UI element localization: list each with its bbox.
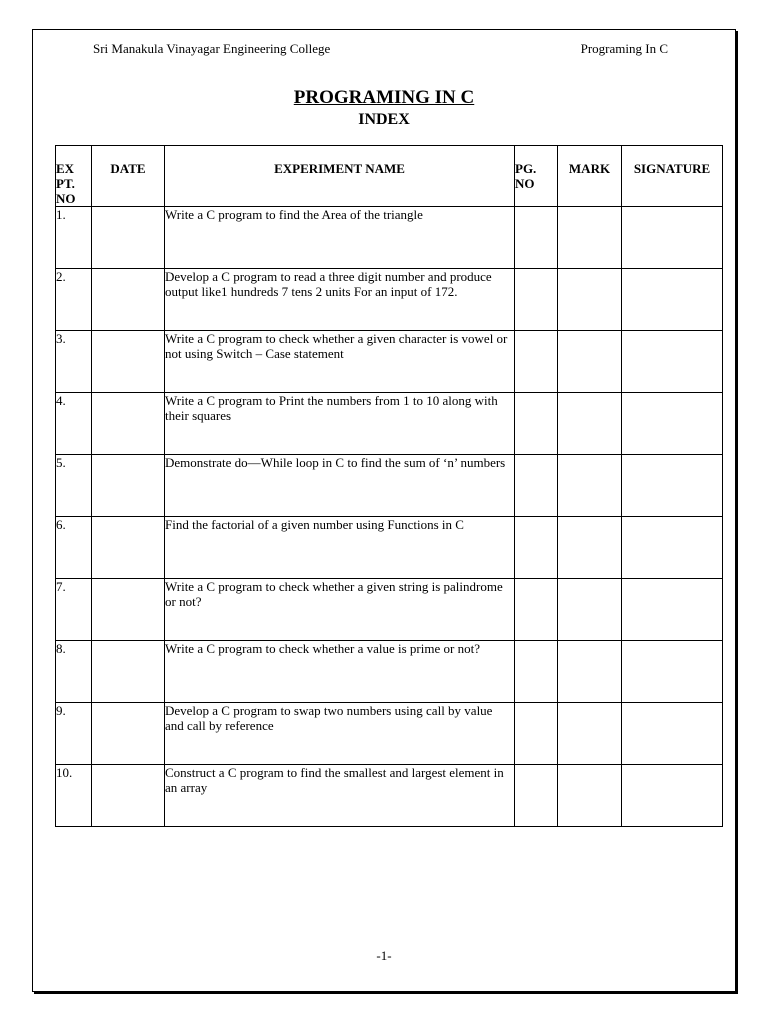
signature-cell [622, 455, 723, 517]
signature-cell [622, 393, 723, 455]
signature-cell [622, 579, 723, 641]
date-cell [92, 207, 165, 269]
page-number-cell [515, 641, 558, 703]
header-subject: Programing In C [580, 41, 668, 56]
column-header-date: DATE [92, 146, 165, 207]
signature-cell [622, 269, 723, 331]
column-header-experiment-name: EXPERIMENT NAME [165, 146, 515, 207]
mark-cell [558, 765, 622, 827]
page-number-cell [515, 517, 558, 579]
table-row [56, 331, 723, 393]
mark-cell [558, 331, 622, 393]
mark-cell [558, 641, 622, 703]
experiment-name-cell: Write a C program to check whether a given character is vowel or not using Switch – Case statement [165, 331, 515, 393]
page-number-cell [515, 207, 558, 269]
table-row [56, 269, 723, 331]
table-row [56, 517, 723, 579]
mark-cell [558, 579, 622, 641]
experiment-number-cell: 1. [56, 207, 92, 269]
page-number-cell [515, 393, 558, 455]
mark-cell [558, 393, 622, 455]
page-title: PROGRAMING IN C [293, 87, 475, 108]
experiment-name-cell: Write a C program to check whether a given string is palindrome or not? [165, 579, 515, 641]
date-cell [92, 517, 165, 579]
signature-cell [622, 331, 723, 393]
table-row [56, 393, 723, 455]
table-header-row [56, 146, 723, 207]
mark-cell [558, 269, 622, 331]
date-cell [92, 765, 165, 827]
date-cell [92, 393, 165, 455]
experiment-number-cell: 4. [56, 393, 92, 455]
page-number-cell [515, 269, 558, 331]
experiment-number-cell: 7. [56, 579, 92, 641]
signature-cell [622, 703, 723, 765]
experiment-name-cell: Write a C program to check whether a value is prime or not? [165, 641, 515, 703]
date-cell [92, 579, 165, 641]
mark-cell [558, 703, 622, 765]
date-cell [92, 703, 165, 765]
header-college-name: Sri Manakula Vinayagar Engineering College [93, 41, 331, 56]
index-table [55, 145, 723, 827]
column-header-mark: MARK [558, 146, 622, 207]
experiment-name-cell: Find the factorial of a given number using Functions in C [165, 517, 515, 579]
experiment-name-cell: Demonstrate do—While loop in C to find the sum of ‘n’ numbers [165, 455, 515, 517]
signature-cell [622, 765, 723, 827]
table-row [56, 703, 723, 765]
mark-cell [558, 207, 622, 269]
date-cell [92, 641, 165, 703]
page-number-cell [515, 765, 558, 827]
table-row [56, 641, 723, 703]
column-header-page-no: PG. NO [515, 146, 558, 207]
page-number-cell [515, 455, 558, 517]
date-cell [92, 269, 165, 331]
experiment-name-cell: Develop a C program to swap two numbers using call by value and call by reference [165, 703, 515, 765]
page-number-cell [515, 331, 558, 393]
signature-cell [622, 641, 723, 703]
experiment-name-cell: Write a C program to find the Area of the triangle [165, 207, 515, 269]
signature-cell [622, 517, 723, 579]
experiment-number-cell: 10. [56, 765, 92, 827]
table-row [56, 207, 723, 269]
experiment-number-cell: 8. [56, 641, 92, 703]
page-number-cell [515, 579, 558, 641]
table-row [56, 455, 723, 517]
page-number-cell [515, 703, 558, 765]
table-row [56, 765, 723, 827]
mark-cell [558, 517, 622, 579]
experiment-number-cell: 9. [56, 703, 92, 765]
table-row [56, 579, 723, 641]
column-header-signature: SIGNATURE [622, 146, 723, 207]
experiment-name-cell: Develop a C program to read a three digit number and produce output like1 hundreds 7 tens 2 units For an input of 172. [165, 269, 515, 331]
column-header-no: EX PT. NO [56, 146, 92, 207]
page-number: -1- [376, 948, 392, 963]
experiment-name-cell: Write a C program to Print the numbers from 1 to 10 along with their squares [165, 393, 515, 455]
experiment-number-cell: 6. [56, 517, 92, 579]
experiment-name-cell: Construct a C program to find the smallest and largest element in an array [165, 765, 515, 827]
page-subtitle: INDEX [358, 111, 410, 128]
date-cell [92, 455, 165, 517]
experiment-number-cell: 3. [56, 331, 92, 393]
experiment-number-cell: 5. [56, 455, 92, 517]
experiment-number-cell: 2. [56, 269, 92, 331]
signature-cell [622, 207, 723, 269]
date-cell [92, 331, 165, 393]
mark-cell [558, 455, 622, 517]
